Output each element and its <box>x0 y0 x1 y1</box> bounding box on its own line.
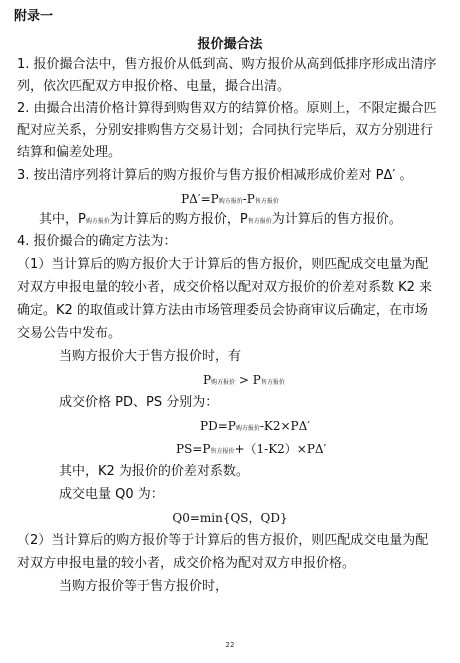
fs-rhs: +（1-K2）×PΔ′ <box>234 442 327 456</box>
when2-text: 当购方报价等于售方报价时， <box>59 579 229 594</box>
ineq-p: P <box>203 373 212 387</box>
ineq-op: > P <box>235 373 261 387</box>
price-intro: 成交价格 PD、PS 分别为： <box>59 395 219 410</box>
fd-rhs: -K2×PΔ′ <box>259 419 311 433</box>
item3-text: 3. 按出清序列将计算后的购方报价与售方报价相减形成价差对 PΔ′ 。 <box>17 168 413 183</box>
ineq-sub-buyer: 购方报价 <box>211 379 236 386</box>
note1-part-a: 其中，P <box>39 212 86 227</box>
item2-line1: 2. 由撮合出清价格计算得到购售双方的结算价格。原则上，不限定撮合匹 <box>17 101 437 116</box>
formula-mid: -P <box>242 192 255 206</box>
case1-line4: 交易公告中发布。 <box>17 326 122 341</box>
formula-sub-buyer: 购方报价 <box>218 198 243 205</box>
qty-intro: 成交电量 Q0 为： <box>59 487 164 502</box>
fs-sub-seller: 售方报价 <box>210 448 235 455</box>
note1-part-c: 为计算后的售方报价。 <box>271 212 402 227</box>
fd-lhs: PD=P <box>200 419 236 433</box>
formula-pd <box>200 417 310 438</box>
formula-sub-seller: 售方报价 <box>254 198 279 205</box>
case2-line2: 对双方申报电量的较小者，成交价格为配对双方申报价格。 <box>17 556 356 571</box>
item4-text: 4. 报价撮合的确定方法为： <box>17 234 177 249</box>
doc-title: 报价撮合法 <box>197 37 263 52</box>
formula-lhs: PΔ′=P <box>181 192 219 206</box>
note1 <box>39 211 460 231</box>
item2-line3: 结算和偏差处理。 <box>17 145 122 160</box>
fs-lhs: PS=P <box>176 442 211 456</box>
formula-q0: Q0=min{QS，QD} <box>172 511 288 525</box>
note1-sub-buyer: 购方报价 <box>85 218 110 225</box>
formula-ps <box>176 440 326 461</box>
note1-part-b: 为计算后的购方报价，P <box>109 212 248 227</box>
item2-line2: 配对应关系，分别安排购售方交易计划；合同执行完毕后，双方分别进行 <box>17 123 434 138</box>
formula-price-diff <box>0 190 460 211</box>
case1-line1: （1）当计算后的购方报价大于计算后的售方报价，则匹配成交电量为配 <box>17 257 429 272</box>
item1-line1: 1. 报价撮合法中，售方报价从低到高、购方报价从高到低排序形成出清序 <box>17 57 437 72</box>
appendix-title: 附录一 <box>14 9 54 24</box>
case1-line3: 确定。K2 的取值或计算方法由市场管理委员会协商审议后确定，在市场 <box>17 303 428 318</box>
case1-line2: 对双方申报电量的较小者，成交价格以配对双方报价的价差对系数 K2 来 <box>17 280 433 295</box>
inequality <box>203 371 285 392</box>
fd-sub-buyer: 购方报价 <box>235 425 260 432</box>
when1-text: 当购方报价大于售方报价时，有 <box>59 349 242 364</box>
note1-sub-seller: 售方报价 <box>247 218 272 225</box>
page-number: 22 <box>225 641 235 649</box>
item1-line2: 列，依次匹配双方申报价格、电量，撮合出清。 <box>17 79 291 94</box>
note2: 其中，K2 为报价的价差对系数。 <box>59 464 249 479</box>
case2-line1: （2）当计算后的购方报价等于计算后的售方报价，则匹配成交电量为配 <box>17 533 429 548</box>
ineq-sub-seller: 售方报价 <box>260 379 285 386</box>
